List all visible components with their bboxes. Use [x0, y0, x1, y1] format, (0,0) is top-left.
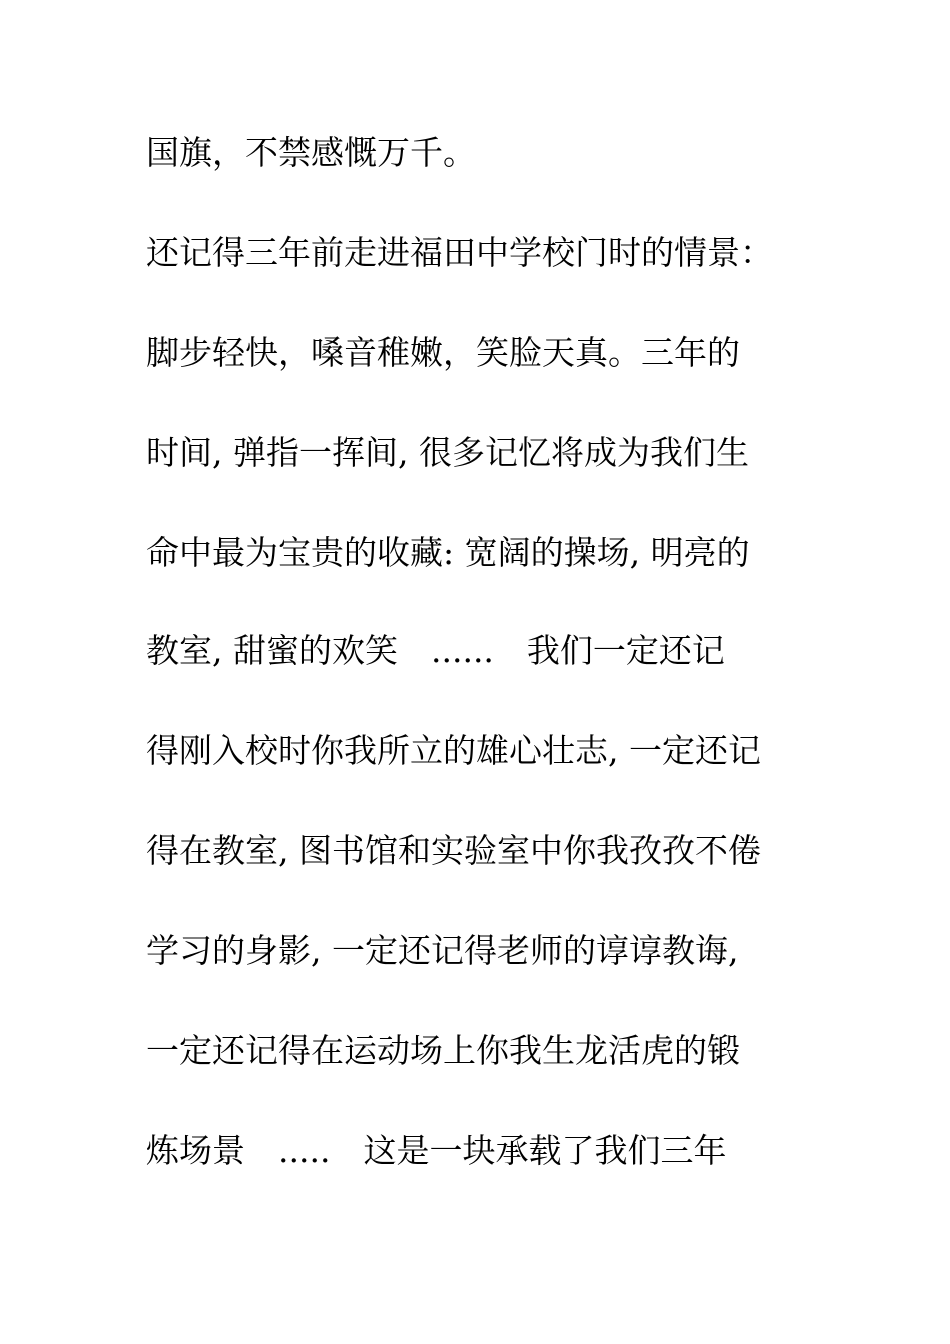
text-line: 国旗，不禁感慨万千。 — [146, 133, 476, 172]
text-line: 命中最为宝贵的收藏: 宽阔的操场, 明亮的 — [146, 533, 750, 572]
text-line: 还记得三年前走进福田中学校门时的情景： — [146, 233, 773, 272]
text-line: 时间, 弹指一挥间, 很多记忆将成为我们生 — [146, 433, 749, 472]
text-line: 炼场景 ..... 这是一块承载了我们三年 — [146, 1131, 727, 1170]
text-line: 教室, 甜蜜的欢笑 ...... 我们一定还记 — [146, 631, 725, 670]
text-line: 得在教室, 图书馆和实验室中你我孜孜不倦 — [146, 831, 761, 870]
text-line: 得刚入校时你我所立的雄心壮志, 一定还记 — [146, 731, 761, 770]
text-line: 学习的身影, 一定还记得老师的谆谆教诲, — [146, 931, 739, 970]
text-line: 一定还记得在运动场上你我生龙活虎的锻 — [146, 1031, 740, 1070]
text-line: 脚步轻快，嗓音稚嫩，笑脸天真。三年的 — [146, 333, 740, 372]
